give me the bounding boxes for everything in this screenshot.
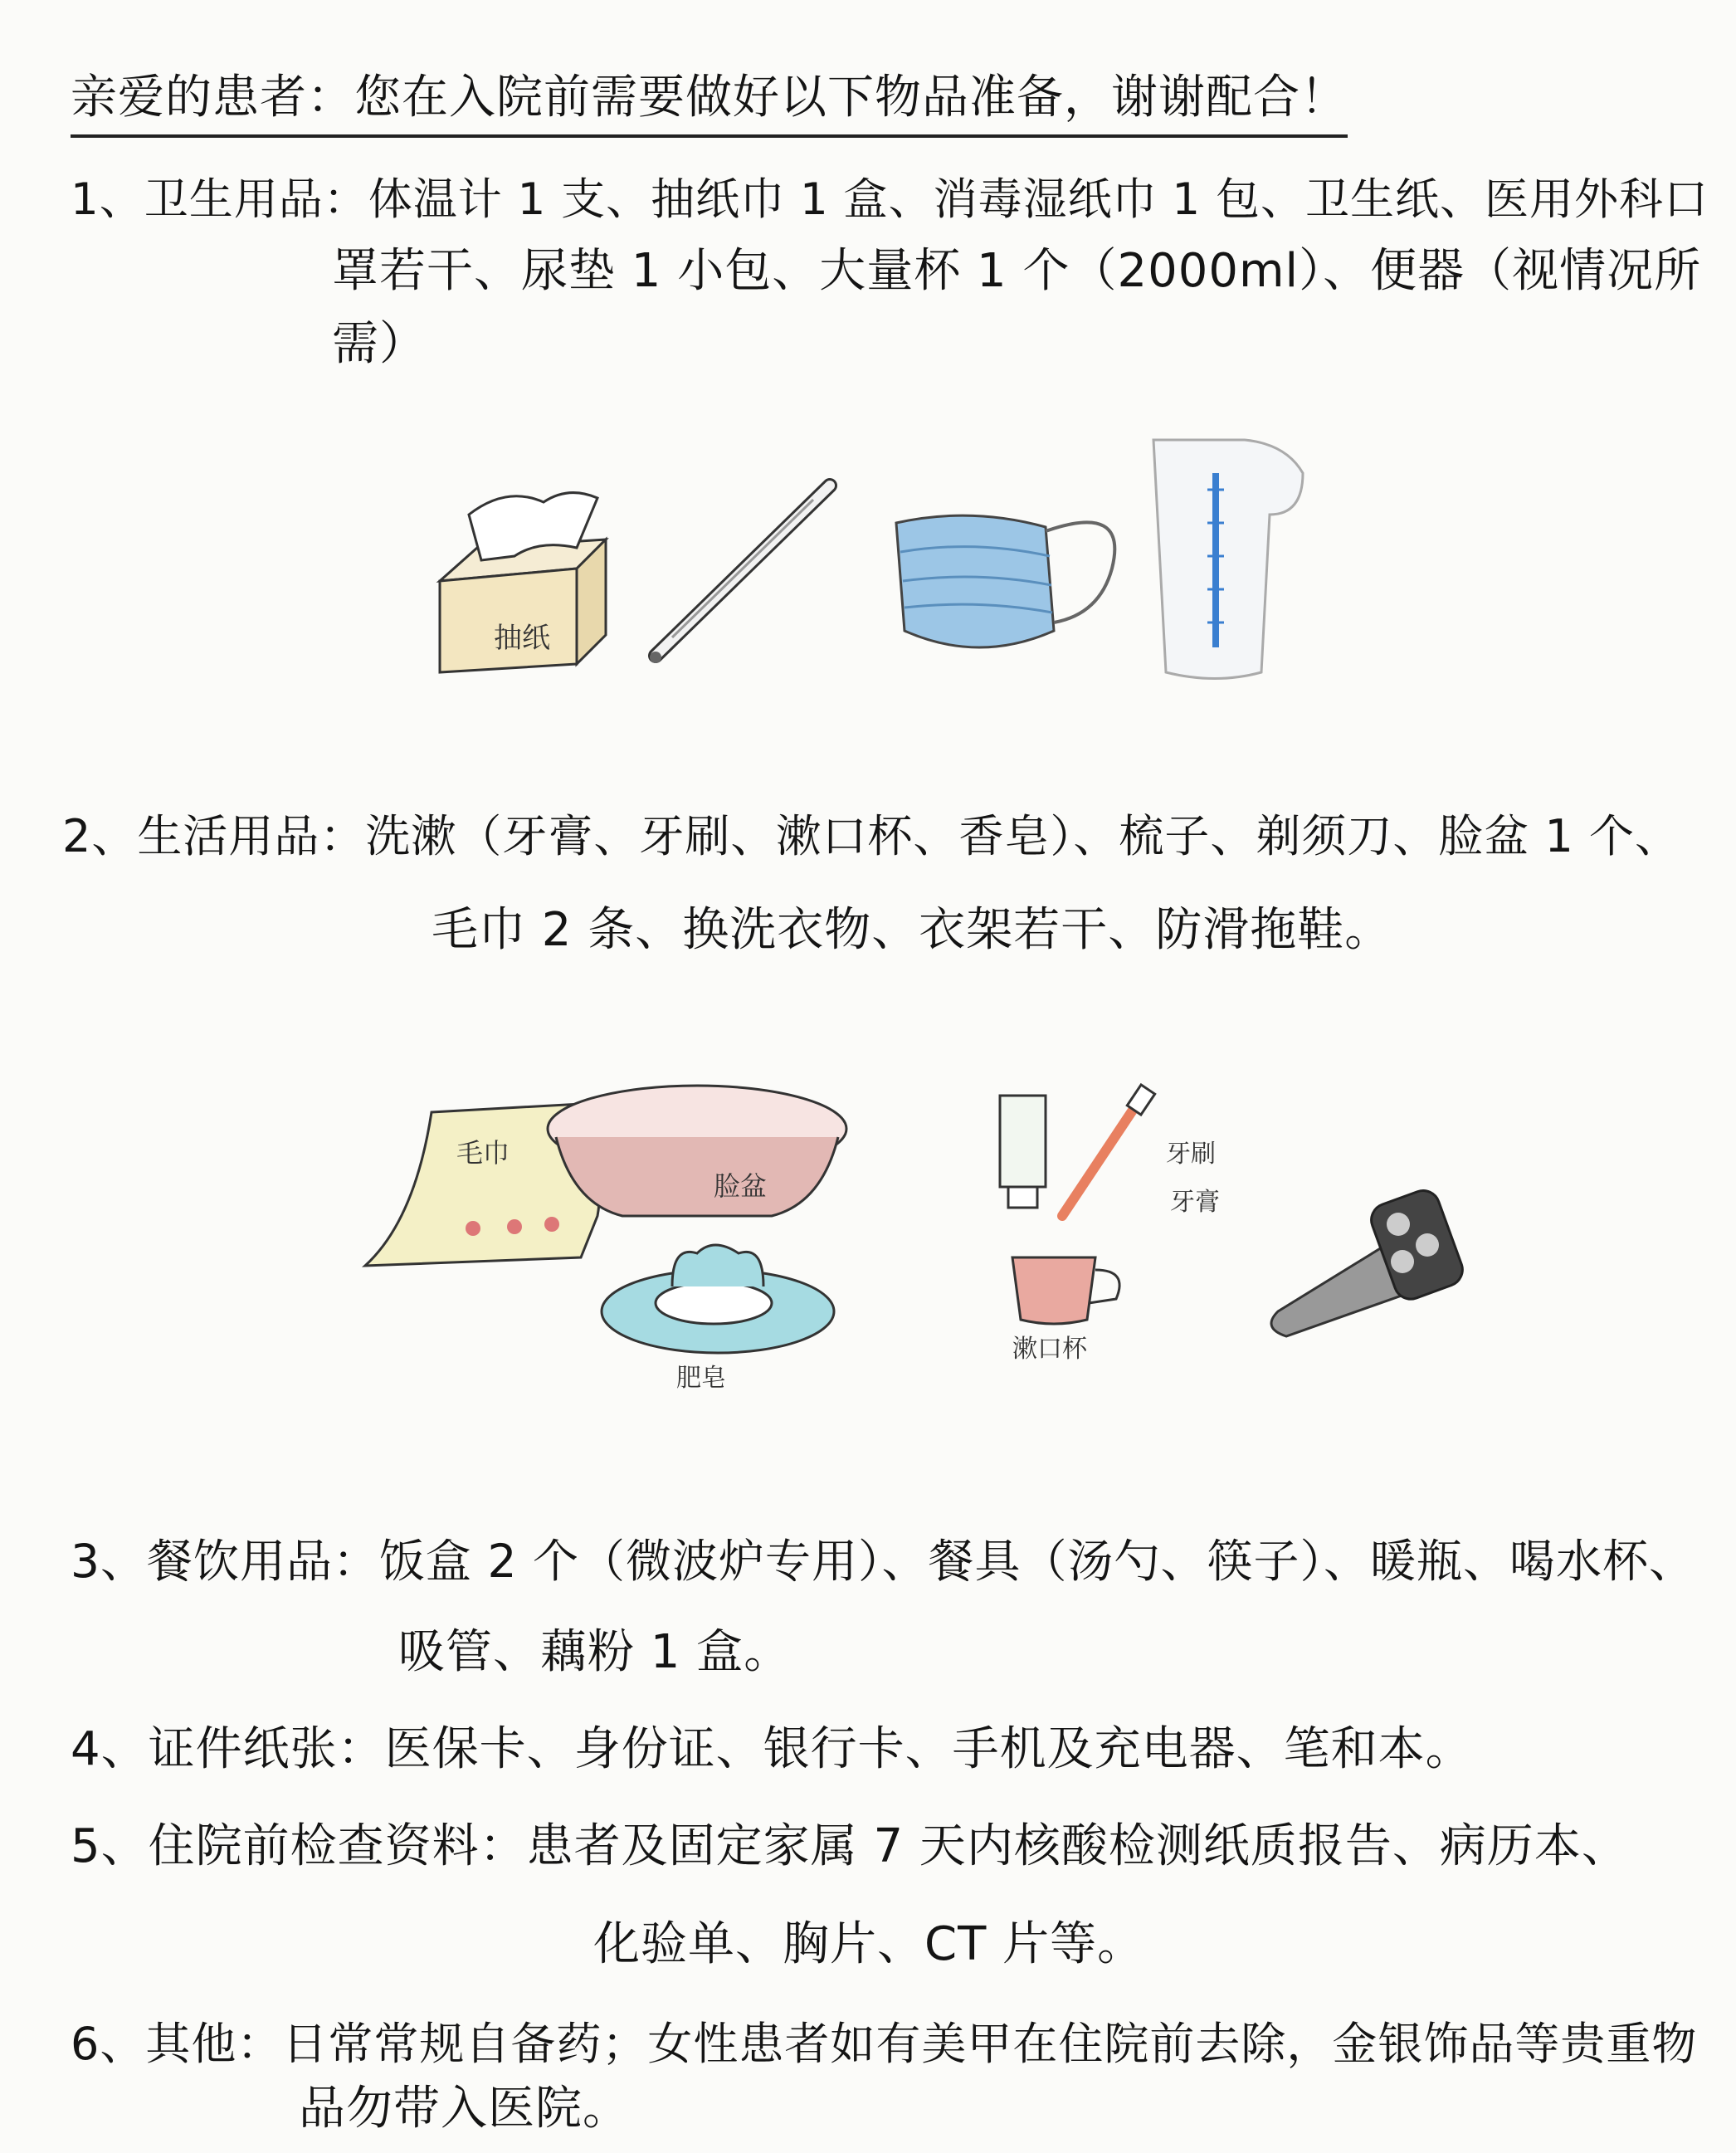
toothbrush-label: 牙刷 bbox=[1166, 1140, 1216, 1169]
shaver-illustration bbox=[1271, 1186, 1467, 1336]
item-line: 医保卡、身份证、银行卡、手机及充电器、笔和本。 bbox=[384, 1722, 1473, 1776]
list-item-dining-cont bbox=[398, 1609, 791, 1697]
list-item-medical-records-cont bbox=[593, 1901, 1144, 1989]
tissue-box-illustration bbox=[440, 493, 606, 672]
item-line: 饭盒 2 个（微波炉专用）、餐具（汤勺、筷子）、暖瓶、喝水杯、 bbox=[379, 1535, 1695, 1588]
item-line: 品勿带入医院。 bbox=[299, 2082, 630, 2136]
item-number: 6、 bbox=[71, 2018, 146, 2070]
list-item-hygiene-cont bbox=[332, 227, 1701, 315]
thermometer-illustration bbox=[650, 486, 830, 663]
soap-illustration bbox=[602, 1245, 834, 1393]
item-line: 需） bbox=[332, 317, 427, 371]
list-item-daily-cont bbox=[432, 886, 1392, 974]
tissue-label: 抽纸 bbox=[494, 622, 550, 655]
daily-illustrations bbox=[349, 1071, 1510, 1419]
item-number: 5、 bbox=[71, 1819, 149, 1873]
item-title: 卫生用品： bbox=[144, 174, 368, 225]
item-number: 1、 bbox=[71, 174, 144, 225]
item-line: 罩若干、尿垫 1 小包、大量杯 1 个（2000ml）、便器（视情况所 bbox=[332, 244, 1702, 298]
item-title: 餐饮用品： bbox=[147, 1535, 380, 1588]
item-title: 证件纸张： bbox=[148, 1722, 385, 1776]
list-item-hygiene-cont bbox=[332, 300, 427, 388]
list-item-medical-records bbox=[71, 1803, 1629, 1891]
item-line: 化验单、胸片、CT 片等。 bbox=[593, 1917, 1145, 1971]
page-header: 亲爱的患者：您在入院前需要做好以下物品准备，谢谢配合！ bbox=[71, 65, 1348, 138]
item-line: 患者及固定家属 7 天内核酸检测纸质报告、病历本、 bbox=[526, 1819, 1629, 1873]
soap-label: 肥皂 bbox=[676, 1364, 726, 1393]
item-line: 吸管、藕粉 1 盒。 bbox=[398, 1625, 792, 1679]
item-line: 毛巾 2 条、换洗衣物、衣架若干、防滑拖鞋。 bbox=[432, 903, 1392, 957]
list-item-dining bbox=[71, 1517, 1695, 1605]
cup-illustration bbox=[1012, 1257, 1119, 1364]
basin-illustration bbox=[548, 1086, 846, 1216]
measuring-cup-illustration bbox=[1153, 440, 1303, 679]
item-title: 生活用品： bbox=[137, 810, 366, 862]
item-line: 日常常规自备药；女性患者如有美甲在住院前去除，金银饰品等贵重物 bbox=[282, 2018, 1698, 2070]
item-title: 其他： bbox=[145, 2018, 283, 2070]
towel-label: 毛巾 bbox=[456, 1137, 510, 1169]
toothpaste-label: 牙膏 bbox=[1170, 1188, 1220, 1217]
item-number: 2、 bbox=[62, 810, 138, 862]
mask-illustration bbox=[896, 515, 1114, 647]
toothbrush-illustration bbox=[1062, 1085, 1155, 1216]
item-title: 住院前检查资料： bbox=[148, 1819, 527, 1873]
item-number: 3、 bbox=[71, 1535, 147, 1588]
toothpaste-illustration bbox=[1000, 1096, 1046, 1208]
item-number: 4、 bbox=[71, 1722, 149, 1776]
hygiene-illustrations bbox=[398, 423, 1394, 697]
item-line: 洗漱（牙膏、牙刷、漱口杯、香皂）、梳子、剃须刀、脸盆 1 个、 bbox=[365, 810, 1681, 862]
basin-label: 脸盆 bbox=[714, 1170, 768, 1202]
list-item-other-cont bbox=[299, 2065, 630, 2153]
cup-label: 漱口杯 bbox=[1012, 1335, 1087, 1364]
list-item-documents bbox=[71, 1706, 1473, 1794]
list-item-daily bbox=[62, 793, 1680, 881]
item-line: 体温计 1 支、抽纸巾 1 盒、消毒湿纸巾 1 包、卫生纸、医用外科口 bbox=[368, 174, 1709, 225]
